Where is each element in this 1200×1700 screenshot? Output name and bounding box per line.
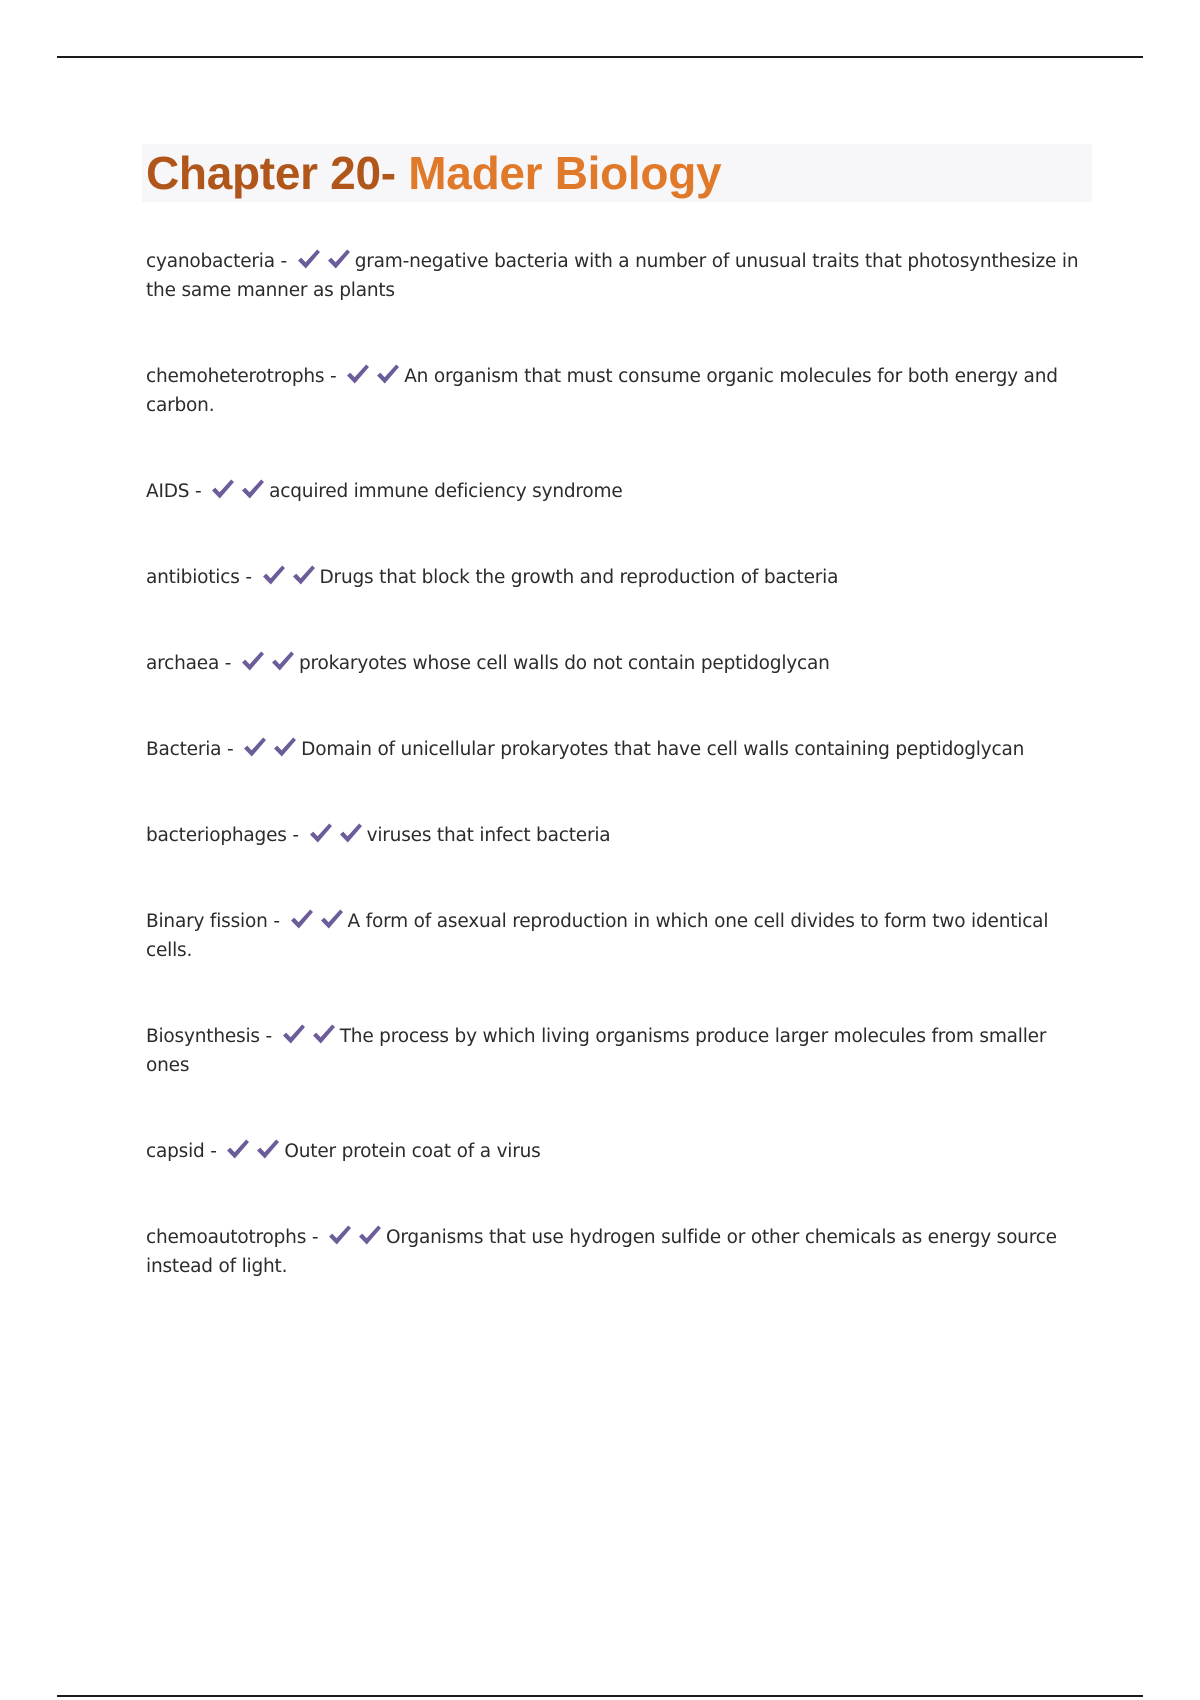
glossary-entry [146, 247, 1086, 305]
check-mark-icon [272, 736, 297, 758]
entry-definition: acquired immune deficiency syndrome [269, 481, 623, 502]
double-check-marks [296, 248, 351, 270]
double-check-marks [327, 1224, 382, 1246]
entry-separator: - [221, 739, 240, 760]
entry-definition: A form of asexual reproduction in which one cell divides to form two identical cells. [146, 911, 1049, 961]
check-mark-icon [338, 822, 363, 844]
check-mark-icon [225, 1138, 250, 1160]
bottom-rule [57, 1695, 1143, 1697]
check-mark-icon [255, 1138, 280, 1160]
entry-term: Binary fission [146, 911, 268, 932]
double-check-marks [225, 1138, 280, 1160]
check-mark-icon [327, 1224, 352, 1246]
entry-term: capsid [146, 1141, 205, 1162]
double-check-marks [289, 908, 344, 930]
top-rule [57, 56, 1143, 58]
glossary-entry [146, 362, 1086, 420]
entry-definition: viruses that infect bacteria [366, 825, 611, 846]
glossary-entry [146, 907, 1086, 965]
entry-term: chemoautotrophs [146, 1227, 307, 1248]
check-mark-icon [270, 650, 295, 672]
entry-definition: Domain of unicellular prokaryotes that have cell walls containing peptidoglycan [301, 739, 1025, 760]
glossary-list [146, 247, 1086, 1281]
double-check-marks [210, 478, 265, 500]
check-mark-icon [345, 363, 370, 385]
entry-definition: Outer protein coat of a virus [284, 1141, 541, 1162]
check-mark-icon [240, 478, 265, 500]
check-mark-icon [319, 908, 344, 930]
check-mark-icon [291, 564, 316, 586]
entry-separator: - [324, 366, 343, 387]
entry-term: bacteriophages [146, 825, 287, 846]
double-check-marks [308, 822, 363, 844]
title-subject: Mader Biology [408, 147, 722, 199]
entry-separator: - [286, 825, 305, 846]
entry-separator: - [274, 251, 293, 272]
check-mark-icon [296, 248, 321, 270]
double-check-marks [242, 736, 297, 758]
double-check-marks [261, 564, 316, 586]
entry-separator: - [204, 1141, 223, 1162]
check-mark-icon [326, 248, 351, 270]
entry-separator: - [239, 567, 258, 588]
check-mark-icon [210, 478, 235, 500]
check-mark-icon [242, 736, 267, 758]
entry-term: AIDS [146, 481, 190, 502]
glossary-entry [146, 1022, 1086, 1080]
glossary-entry [146, 477, 1086, 506]
entry-definition: gram-negative bacteria with a number of unusual traits that photosynthesize in the same manner as plants [146, 251, 1079, 301]
glossary-entry [146, 821, 1086, 850]
entry-term: antibiotics [146, 567, 240, 588]
glossary-entry [146, 1223, 1086, 1281]
glossary-entry [146, 1137, 1086, 1166]
entry-separator: - [219, 653, 237, 674]
page-title [146, 146, 721, 200]
check-mark-icon [240, 650, 265, 672]
double-check-marks [240, 650, 295, 672]
entry-separator: - [189, 481, 208, 502]
check-mark-icon [261, 564, 286, 586]
entry-definition: An organism that must consume organic molecules for both energy and carbon. [146, 366, 1058, 416]
check-mark-icon [311, 1023, 336, 1045]
glossary-entry [146, 563, 1086, 592]
check-mark-icon [357, 1224, 382, 1246]
entry-term: Bacteria [146, 739, 222, 760]
entry-term: archaea [146, 653, 220, 674]
entry-definition: Organisms that use hydrogen sulfide or other chemicals as energy source instead of light. [146, 1227, 1057, 1277]
check-mark-icon [375, 363, 400, 385]
double-check-marks [345, 363, 400, 385]
entry-definition: Drugs that block the growth and reproduction of bacteria [319, 567, 839, 588]
double-check-marks [281, 1023, 336, 1045]
entry-term: chemoheterotrophs [146, 366, 325, 387]
check-mark-icon [308, 822, 333, 844]
glossary-entry [146, 649, 1086, 678]
check-mark-icon [289, 908, 314, 930]
title-chapter: Chapter 20- [146, 147, 396, 199]
glossary-entry [146, 735, 1086, 764]
check-mark-icon [281, 1023, 306, 1045]
entry-separator: - [267, 911, 286, 932]
entry-separator: - [306, 1227, 324, 1248]
entry-separator: - [259, 1026, 278, 1047]
entry-term: Biosynthesis [146, 1026, 260, 1047]
entry-definition: The process by which living organisms produce larger molecules from smaller ones [146, 1026, 1047, 1076]
entry-definition: prokaryotes whose cell walls do not contain peptidoglycan [298, 653, 830, 674]
entry-term: cyanobacteria [146, 251, 275, 272]
